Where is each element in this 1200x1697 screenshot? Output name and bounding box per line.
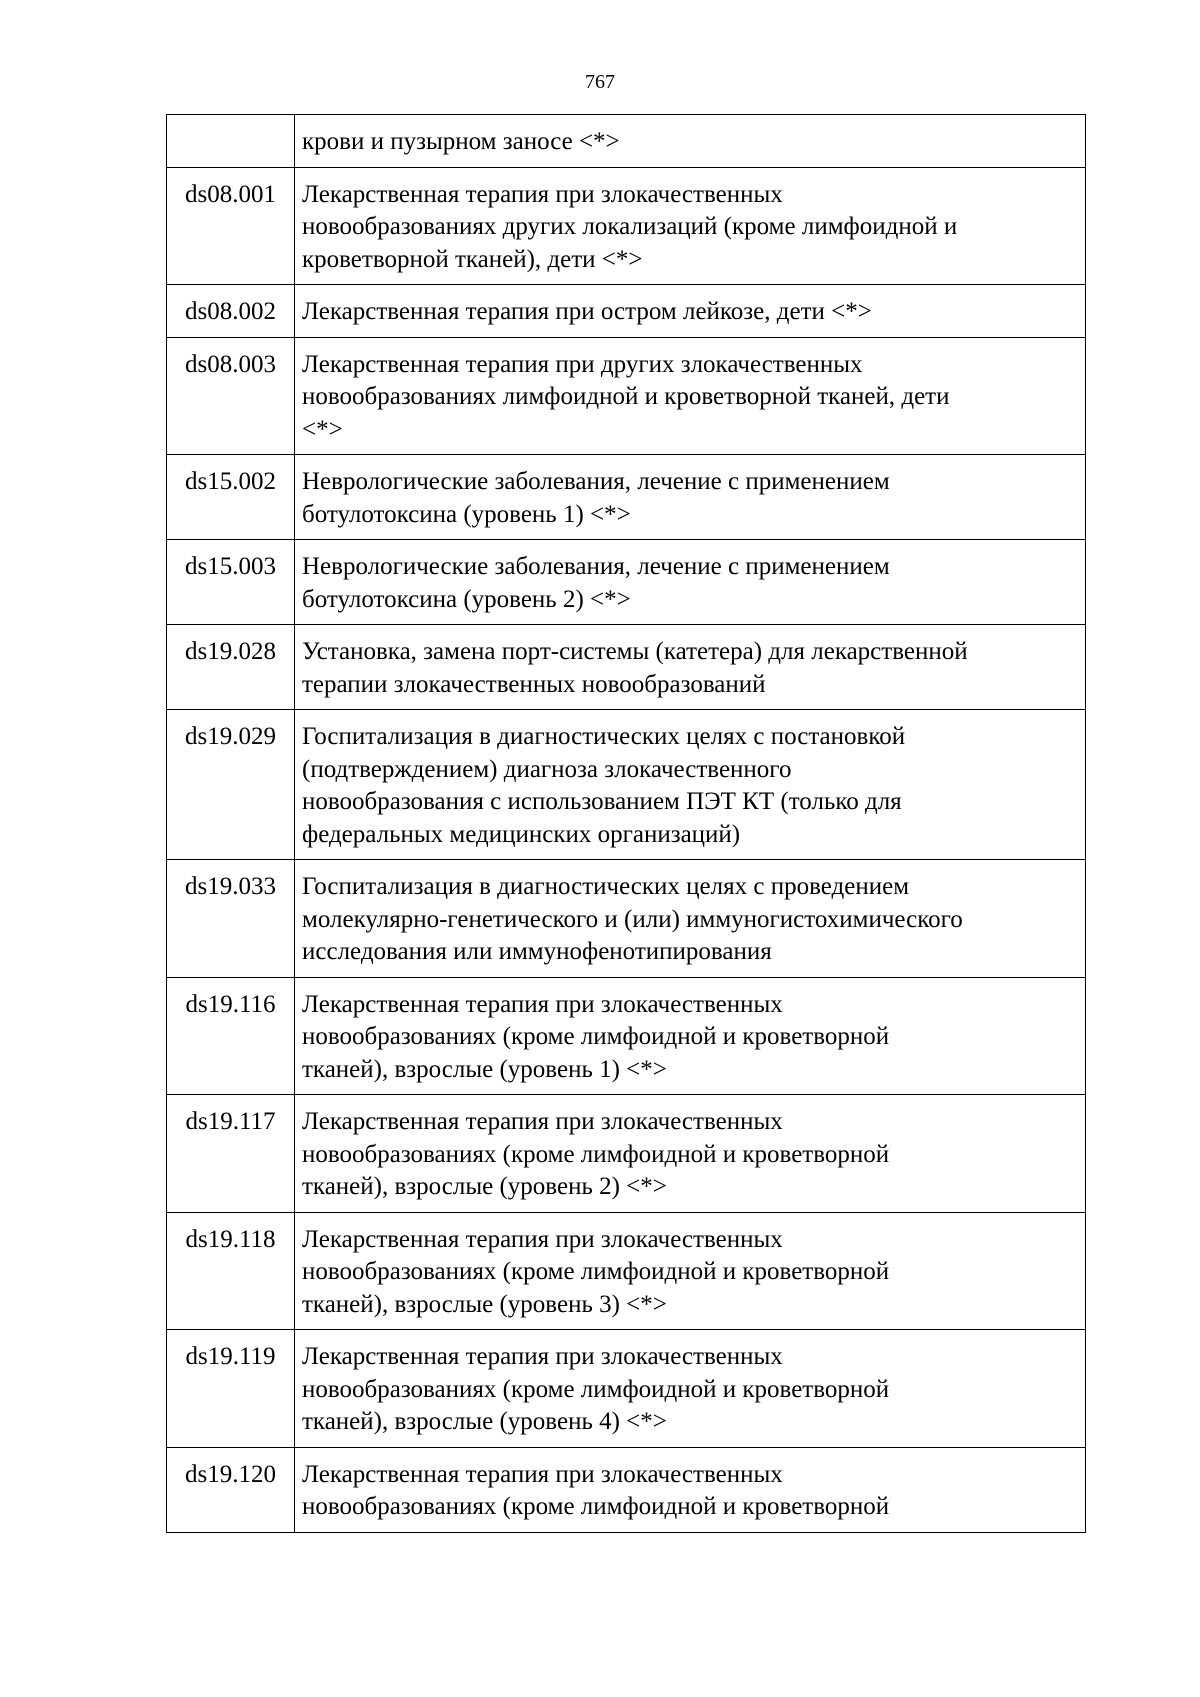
- description-line: Лекарственная терапия при злокачественных: [302, 1108, 783, 1135]
- description-line: Лекарственная терапия при злокачественных: [302, 180, 783, 208]
- row-description-cell: [295, 1447, 1086, 1532]
- description-line: молекулярно-генетического и (или) иммуногистохимического: [302, 905, 963, 933]
- description-line: новообразованиях (кроме лимфоидной и кроветворной: [302, 1023, 890, 1050]
- description-line: новообразованиях лимфоидной и кроветворной тканей, дети: [302, 383, 950, 410]
- description-line: Лекарственная терапия при злокачественных: [302, 1343, 783, 1370]
- description-line: Лекарственная терапия при других злокачественных: [302, 350, 863, 378]
- row-description-cell: [295, 540, 1086, 625]
- page-number: 767: [585, 71, 615, 93]
- table-row: [167, 1447, 1086, 1532]
- description-line: тканей), взрослые (уровень 3) <*>: [302, 1290, 667, 1318]
- description-line: крови и пузырном заносе <*>: [302, 128, 620, 155]
- description-line: терапии злокачественных новообразований: [302, 670, 766, 698]
- table-row: [167, 167, 1086, 285]
- table-row: [167, 285, 1086, 338]
- row-code-cell: ds19.119: [167, 1330, 295, 1448]
- table-row: [167, 455, 1086, 540]
- description-line: Лекарственная терапия при злокачественных: [302, 1225, 783, 1253]
- description-line: Госпитализация в диагностических целях с проведением: [302, 873, 910, 900]
- row-description-cell: [295, 1212, 1086, 1330]
- description-line: тканей), взрослые (уровень 2) <*>: [302, 1173, 667, 1200]
- table-row: [167, 710, 1086, 860]
- row-code-cell: ds08.003: [167, 337, 295, 455]
- description-line: тканей), взрослые (уровень 4) <*>: [302, 1408, 667, 1435]
- row-code-cell: ds15.003: [167, 540, 295, 625]
- description-line: (подтверждением) диагноза злокачественного: [302, 755, 792, 783]
- row-description-cell: [295, 1330, 1086, 1448]
- row-description-cell: [295, 1095, 1086, 1213]
- description-line: тканей), взрослые (уровень 1) <*>: [302, 1055, 667, 1083]
- description-line: Неврологические заболевания, лечение с применением: [302, 553, 890, 580]
- description-line: новообразования с использованием ПЭТ КТ (только для: [302, 788, 902, 815]
- row-description-cell: [295, 860, 1086, 978]
- description-line: кроветворной тканей), дети <*>: [302, 245, 643, 273]
- row-code-cell: [167, 115, 295, 168]
- row-description-cell: [295, 710, 1086, 860]
- row-code-cell: ds08.001: [167, 167, 295, 285]
- description-line: Лекарственная терапия при злокачественных: [302, 1460, 783, 1488]
- row-code-cell: ds19.116: [167, 977, 295, 1095]
- tariff-table: [166, 114, 1086, 1533]
- table-row: [167, 1095, 1086, 1213]
- table-row: [167, 860, 1086, 978]
- row-code-cell: ds08.002: [167, 285, 295, 338]
- row-description-cell: [295, 337, 1086, 455]
- row-description-cell: [295, 977, 1086, 1095]
- description-line: ботулотоксина (уровень 2) <*>: [302, 585, 631, 613]
- row-description-cell: [295, 167, 1086, 285]
- table-body: [167, 115, 1086, 1533]
- description-line: федеральных медицинских организаций): [302, 820, 741, 848]
- table-row: [167, 1212, 1086, 1330]
- table-row: [167, 977, 1086, 1095]
- row-code-cell: ds15.002: [167, 455, 295, 540]
- row-code-cell: ds19.033: [167, 860, 295, 978]
- description-line: Госпитализация в диагностических целях с постановкой: [302, 723, 906, 750]
- row-code-cell: ds19.029: [167, 710, 295, 860]
- row-code-cell: ds19.028: [167, 625, 295, 710]
- row-description-cell: [295, 115, 1086, 168]
- description-line: Лекарственная терапия при злокачественных: [302, 990, 783, 1018]
- description-line: Неврологические заболевания, лечение с применением: [302, 468, 890, 495]
- description-line: новообразованиях (кроме лимфоидной и кроветворной: [302, 1493, 890, 1520]
- description-line: Установка, замена порт-системы (катетера) для лекарственной: [302, 638, 968, 665]
- description-line: новообразованиях других локализаций (кроме лимфоидной и: [302, 213, 958, 240]
- table-row: [167, 337, 1086, 455]
- row-description-cell: [295, 625, 1086, 710]
- description-line: новообразованиях (кроме лимфоидной и кроветворной: [302, 1258, 890, 1285]
- description-line: исследования или иммунофенотипирования: [302, 938, 772, 965]
- description-line: ботулотоксина (уровень 1) <*>: [302, 500, 631, 528]
- table-row: [167, 625, 1086, 710]
- description-line: новообразованиях (кроме лимфоидной и кроветворной: [302, 1140, 890, 1168]
- row-code-cell: ds19.117: [167, 1095, 295, 1213]
- description-line: Лекарственная терапия при остром лейкозе, дети <*>: [302, 298, 872, 325]
- row-code-cell: ds19.118: [167, 1212, 295, 1330]
- row-description-cell: [295, 455, 1086, 540]
- description-line: новообразованиях (кроме лимфоидной и кроветворной: [302, 1375, 890, 1403]
- table-row: [167, 115, 1086, 168]
- row-code-cell: ds19.120: [167, 1447, 295, 1532]
- table-row: [167, 1330, 1086, 1448]
- table-row: [167, 540, 1086, 625]
- description-line: <*>: [302, 415, 343, 443]
- row-description-cell: [295, 285, 1086, 338]
